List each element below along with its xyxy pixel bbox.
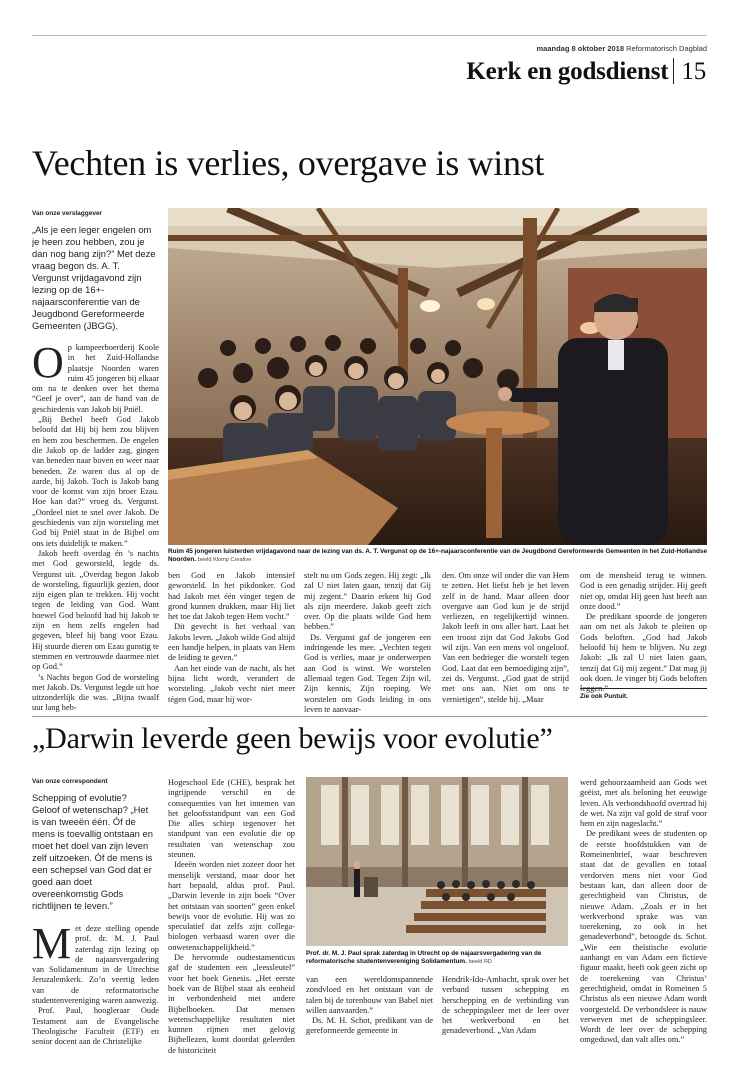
article2-caption-text: Prof. dr. M. J. Paul sprak zaterdag in Utrecht op de najaarsvergadering van de reformatorische studentenvereniging Solidamentum.: [306, 950, 542, 965]
article2-column-2: [168, 778, 295, 1056]
article2-paragraph: Prof. Paul, hoogleraar Oude Testament aan de Evangelische Theologische Faculteit (ETF) en senior docent aan de Christelijke: [32, 1006, 159, 1047]
article1-paragraph: den. Om onze wil onder die van Hem te zetten. Het liefst heb je het leven zelf in de hand. Maar alleen door overgave aan God kun je de strijd verliezen, en tegelijkertijd winnen. Jakob leeft in ons aller hart. Laat het een troost zijn dat God Jakobs God wil zijn. Van een mens vol ongeloof. Van een bedrieger die worstelt tegen God. Laat dat een bemoediging zijn”, zei ds. Vergunst. „God gaat de strijd met ons aan. Niet om ons te vernietigen”, stelde hij. „Maar: [442, 571, 569, 704]
article2-lead: Schepping of evolutie? Geloof of wetenschap? „Het is van tweeën één. Óf de mens is toevallig ontstaan en moet het doel van zijn leven zelf uitzoeken. Óf de mens is een schepsel van God dat er goed aan doet overeenkomstig Gods richtlijnen te leven.”: [32, 792, 153, 911]
article1-paragraph: Aan het einde van de nacht, als het bijna licht wordt, verandert de worsteling. „Jakob vecht niet meer tégen God, maar hij wor-: [168, 663, 295, 704]
article2-column-1: [32, 919, 159, 1048]
article1-paragraph: p kampeerboerderij Koole in het Zuid-Hollandse plaatsje Noorden waren ruim 45 jongeren bij elkaar om na te denken over het thema “Geef je over”, aan de hand van de geschiedenis van Jakob bij Pniël.: [32, 343, 159, 414]
article1-column-3: [304, 571, 431, 715]
article1-caption: [168, 548, 707, 564]
section-divider: [673, 58, 674, 84]
article2-paragraph: van een wereldomspannende zondvloed en het ontstaan van de talen bij de torenbouw van Babel niet willen aanvaarden.”: [306, 975, 433, 1015]
section-header: [466, 58, 706, 86]
article1-paragraph: Jakob heeft overdag én ’s nachts met God geworsteld, legde ds. Vergunst uit. „Overdag begon Jakob de worsteling, figuurlijk gezien, door zijn eigen plan te trekken. Hij vocht tegen de leiding van God. Want hoewel God beloofd had bij Jakob te zijn en hem zelfs engelen had gegeven, bleef hij bang voor Ezau. Hij stuurde dieren om Ezau gunstig te stemmen en vertrouwde daarmee niet op God.”: [32, 548, 159, 672]
article2-paragraph: Hogeschool Ede (CHE), besprak het ingrijpende verschil en de consequenties van het innemen van het geloofsstandpunt van een God Die alles schiep tegenover het standpunt van een evolutie die op resultaten van wetenschap zou steunen.: [168, 778, 295, 860]
article2-photo: [306, 777, 568, 946]
article1-headline: Vechten is verlies, overgave is winst: [32, 143, 545, 183]
page-number: 15: [681, 58, 706, 85]
article1-paragraph: om de mensheid terug te winnen. God is een genadig strijder. Hij geeft niet op, omdat Hij geen lust heeft aan onze dood.”: [580, 571, 707, 611]
article1-paragraph: Ds. Vergunst gaf de jongeren een indringende les mee. „Vechten tegen God is verlies, maar je onderwerpen aan God is winst. We worstelen allemaal tegen God. Tegen Zijn wil, Zijn kennis, Zijn roeping. We worstelen om Gods leiding in ons leven te aanvaar-: [304, 632, 431, 714]
article1-column-2: [168, 571, 295, 705]
see-also-rule: [580, 688, 707, 689]
article2-photo-credit: beeld RD: [468, 959, 492, 965]
article2-dropcap: M: [32, 919, 72, 968]
article1-byline: Van onze verslaggever: [32, 210, 103, 217]
article2-byline: Van onze correspondent: [32, 778, 108, 785]
article1-paragraph: ’s Nachts begon God de worsteling met Jakob. Ds. Vergunst legde uit hoe uitzonderlijk die was. „Bijna twaalf uur lang heb-: [32, 672, 159, 713]
article2-column-5: [580, 778, 707, 1046]
see-also-link[interactable]: Zie ook Puntuit.: [580, 693, 628, 700]
article1-lead: „Als je een leger engelen om je heen zou hebben, zou je dan nog bang zijn?” Met deze vraag begon ds. A. T. Vergunst vrijdagavond zijn lezing op de 16+-najaarsconferentie van de Jeugdbond Gereformeerde Gemeenten (JBGG).: [32, 224, 156, 331]
article2-paragraph: werd gehoorzaamheid aan Gods wet geëist, met als beloning het eeuwige leven. Als verbondshoofd overtrad hij de wet. Na zijn val gold de straf voor hem en zijn nageslacht.”: [580, 778, 707, 829]
lecture-hall-illustration: [168, 208, 707, 545]
top-rule: [32, 35, 707, 36]
article1-paragraph: stelt nu om Gods zegen. Hij zegt: „Ik zal U niet laten gaan, tenzij dat Gij mij zegent.” Daarin erkent hij God als zijn meerdere. Jakob geeft zich over. Op die plaats wilde God hem hebben.”: [304, 571, 431, 632]
article1-paragraph: Dit gevecht is het verhaal van Jakobs leven. „Jakob wilde God altijd een handje helpen, in plaats van Hem de leiding te geven.”: [168, 622, 295, 663]
article1-paragraph: „Bij Bethel heeft God Jakob beloofd dat Hij bij hem zou blijven en hem zou beschermen. De engelen die Jakob op de ladder zag, gingen van beneden naar boven en weer naar beneden. Ze waren dus al op de aarde, bij Jakob. Toch is Jakob bang voor de komst van zijn broer Ezau. Hoe kan dat?” vroeg ds. Vergunst. „Oordeel niet te snel over Jakob. De geschiedenis van zijn worsteling met God bij Pniël staat in de Bijbel om ons iets duidelijk te maken.”: [32, 415, 159, 548]
article2-paragraph: Ideeën worden niet zozeer door het menselijk verstand, maar door het hart bepaald, aldus prof. Paul. „Darwin leverde in zijn boek “Over het ontstaan van soorten” geen enkel bewijs voor de evolutie. Hij was zo speculatief dat zelfs zijn collega-biologen verbaasd waren over die onwetenschappelijkheid.”: [168, 860, 295, 952]
article2-column-3: [306, 975, 433, 1037]
article1-column-4: [442, 571, 569, 705]
newspaper-name: Reformatorisch Dagblad: [626, 44, 707, 53]
article2-paragraph: De hervormde oudtestamenticus gaf de studenten een „leessleutel” voor het boek Genesis. „Het eerste boek van de Bijbel staat als eenheid in verbondenheid met andere Bijbelboeken. Dat mensen wetenschappelijke resultaten niet kunnen rijmen met gelovig Bijbellezen, komt doordat geleerden de historiciteit: [168, 953, 295, 1055]
article2-headline: „Darwin leverde geen bewijs voor evolutie”: [32, 722, 553, 755]
article1-paragraph: ben God en Jakob intensief geworsteld. In het pikdonker. God had Jakob met één vinger tegen de grond kunnen drukken, maar Hij liet het toe dat Jakob tegen Hem vocht.”: [168, 571, 295, 622]
article1-photo: [168, 208, 707, 545]
dateline: [536, 44, 707, 53]
article-divider: [32, 716, 707, 717]
article2-column-4: [442, 975, 569, 1037]
article2-paragraph: et deze stelling opende prof. dr. M. J. Paul zaterdag zijn lezing op de najaarsvergadering van Solidamentum in de Utrechtse Jeruzalemkerk. Zo’n veertig leden van de reformatorische studentenvereniging waren aanwezig.: [32, 924, 159, 1006]
article1-column-5: [580, 571, 707, 695]
issue-date: maandag 8 oktober 2018: [536, 44, 625, 53]
section-title: Kerk en godsdienst: [466, 58, 669, 85]
article2-caption: [306, 950, 568, 966]
article1-column-1: [32, 338, 159, 714]
article2-paragraph: Ds. M. H. Schot, predikant van de gereformeerde gemeente in: [306, 1016, 433, 1036]
church-interior-illustration: [306, 777, 568, 946]
article2-paragraph: Hendrik-Ido-Ambacht, sprak over het verband tussen schepping en herschepping en de verbinding van de scheppingsleer met de leer over het werkverbond en het genadeverbond. „Van Adam: [442, 975, 569, 1036]
article1-dropcap: O: [32, 338, 64, 387]
article1-photo-credit: beeld Klomp Creative: [197, 557, 252, 563]
article2-paragraph: De predikant wees de studenten op de eerste hoofdstukken van de Romeinenbrief, waar beschreven staat dat de gevallen en totaal verdorven mens niet voor God bestaan kan, dan alleen door de gerechtigheid van Christus, de nieuwe Adam. „Zoals er in het werkverbond sprake was van toerekening, zo ook in het genadeverbond”, betoogde ds. Schot. „Wie een theïstische evolutie aanhangt en van Adam een fictieve figuur maakt, heeft ook geen zicht op de toerekening van Christus’ gerechtigheid, omdat in Romeinen 5 Christus als een nieuwe Adam wordt voorgesteld. De verbondsleer is nauw verweven met de scheppingsleer. Wordt de leer over de schepping omgeduwd, dan valt alles om.”: [580, 829, 707, 1045]
article1-paragraph: De predikant spoorde de jongeren aan om net als Jakob te pleiten op Gods beloften. „God had Jakob beloofd bij hem te blijven. Nu zegt Jakob: „Ik zal U niet laten gaan, tenzij dat Gij mij zegent.” Dat mag jij ook doen. Je vinger bij Gods beloften leggen.”: [580, 612, 707, 694]
article1-caption-text: Ruim 45 jongeren luisterden vrijdagavond naar de lezing van ds. A. T. Vergunst op de 16+-najaarsconferentie van de Jeugdbond Gereformeerde Gemeenten in het Zuid-Hollandse Noorden.: [168, 548, 708, 563]
